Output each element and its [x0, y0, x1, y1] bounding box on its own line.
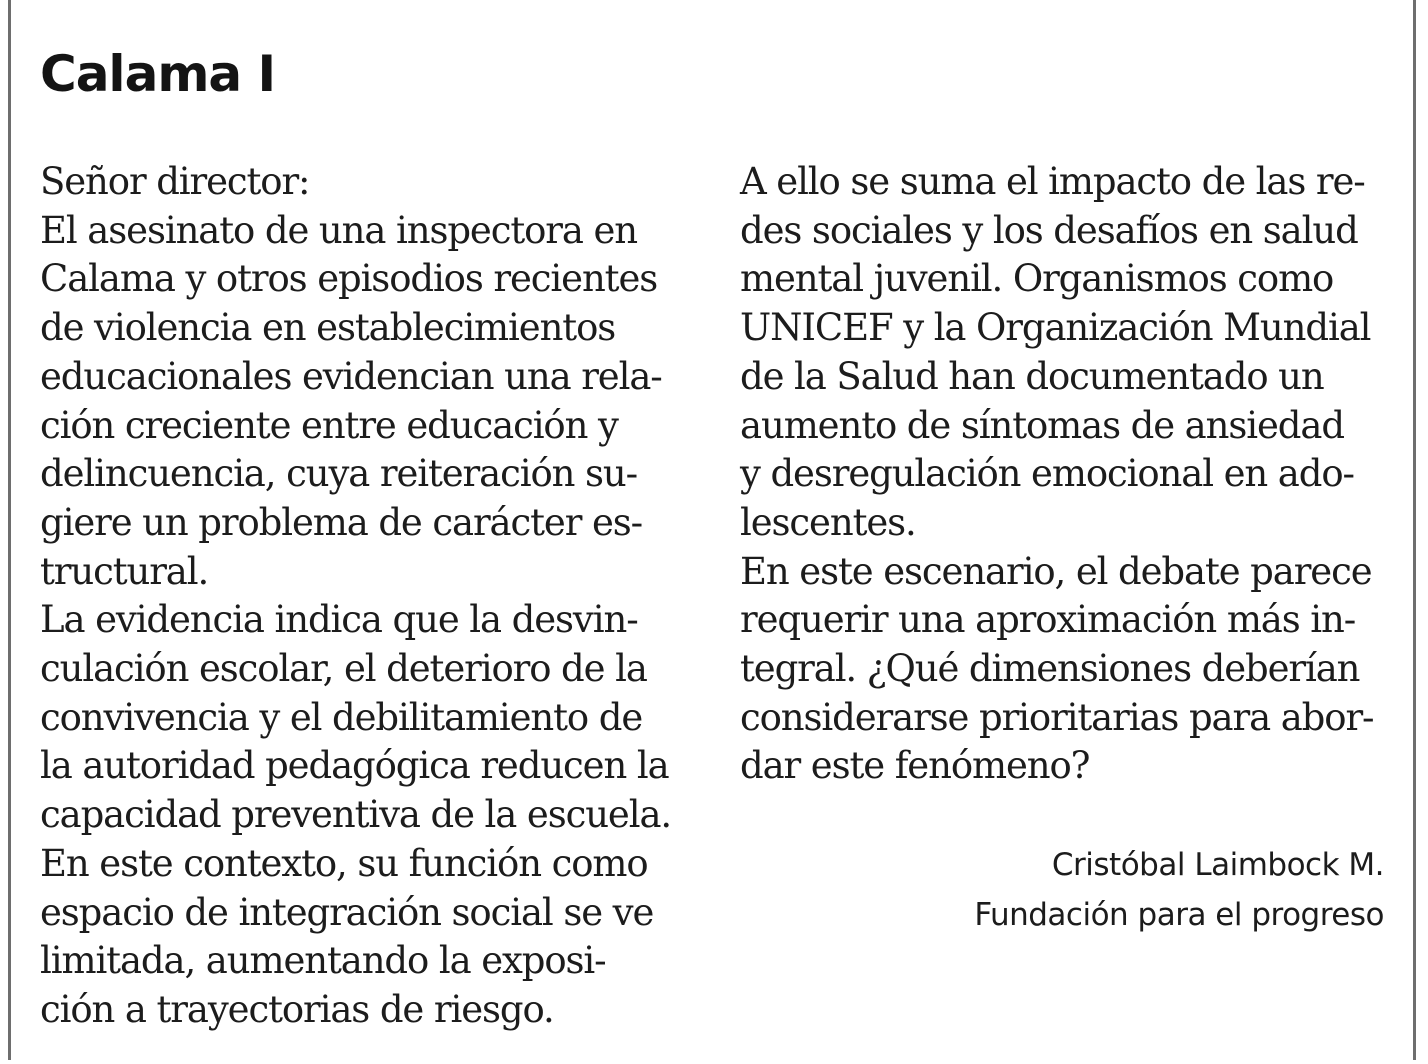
text-line: El asesinato de una inspectora en — [40, 208, 638, 252]
text-line: capacidad preventiva de la escuela. — [40, 793, 672, 837]
text-line: En este escenario, el debate parece — [740, 549, 1372, 593]
text-line: limitada, aumentando la exposi- — [40, 939, 606, 983]
text-line: aumento de síntomas de ansiedad — [740, 403, 1344, 447]
text-line: tructural. — [40, 549, 209, 593]
text-line: A ello se suma el impacto de las re- — [740, 160, 1365, 203]
signature — [974, 840, 1384, 940]
text-line: considerarse prioritarias para abor- — [740, 695, 1374, 739]
left-column — [40, 158, 671, 1035]
text-line: convivencia y el debilitamiento de — [40, 695, 643, 739]
text-line: educacionales evidencian una rela- — [40, 354, 662, 398]
text-line: des sociales y los desafíos en salud — [740, 208, 1358, 252]
author-organization: Fundación para el progreso — [974, 897, 1384, 933]
text-line: tegral. ¿Qué dimensiones deberían — [740, 647, 1360, 691]
article-title: Calama I — [40, 45, 276, 103]
text-line: ción creciente entre educación y — [40, 403, 618, 447]
text-line: requerir una aproximación más in- — [740, 598, 1356, 642]
text-line: delincuencia, cuya reiteración su- — [40, 452, 638, 496]
text-line: espacio de integración social se ve — [40, 890, 654, 934]
text-line: lescentes. — [740, 500, 916, 544]
text-line: Señor director: — [40, 160, 310, 203]
text-line: UNICEF y la Organización Mundial — [740, 306, 1371, 350]
author-name: Cristóbal Laimbock M. — [1051, 847, 1384, 883]
text-line: mental juvenil. Organismos como — [740, 257, 1334, 301]
text-line: y desregulación emocional en ado- — [740, 452, 1354, 496]
text-line: Calama y otros episodios recientes — [40, 257, 658, 301]
text-line: dar este fenómeno? — [740, 744, 1090, 788]
text-line: de violencia en establecimientos — [40, 306, 616, 350]
text-line: ción a trayectorias de riesgo. — [40, 987, 554, 1031]
text-line: de la Salud han documentado un — [740, 354, 1324, 398]
text-line: culación escolar, el deterioro de la — [40, 647, 647, 691]
text-line: En este contexto, su función como — [40, 841, 648, 885]
text-line: La evidencia indica que la desvin- — [40, 598, 638, 642]
text-line: giere un problema de carácter es- — [40, 500, 643, 544]
right-column — [740, 158, 1373, 791]
text-line: la autoridad pedagógica reducen la — [40, 744, 669, 788]
